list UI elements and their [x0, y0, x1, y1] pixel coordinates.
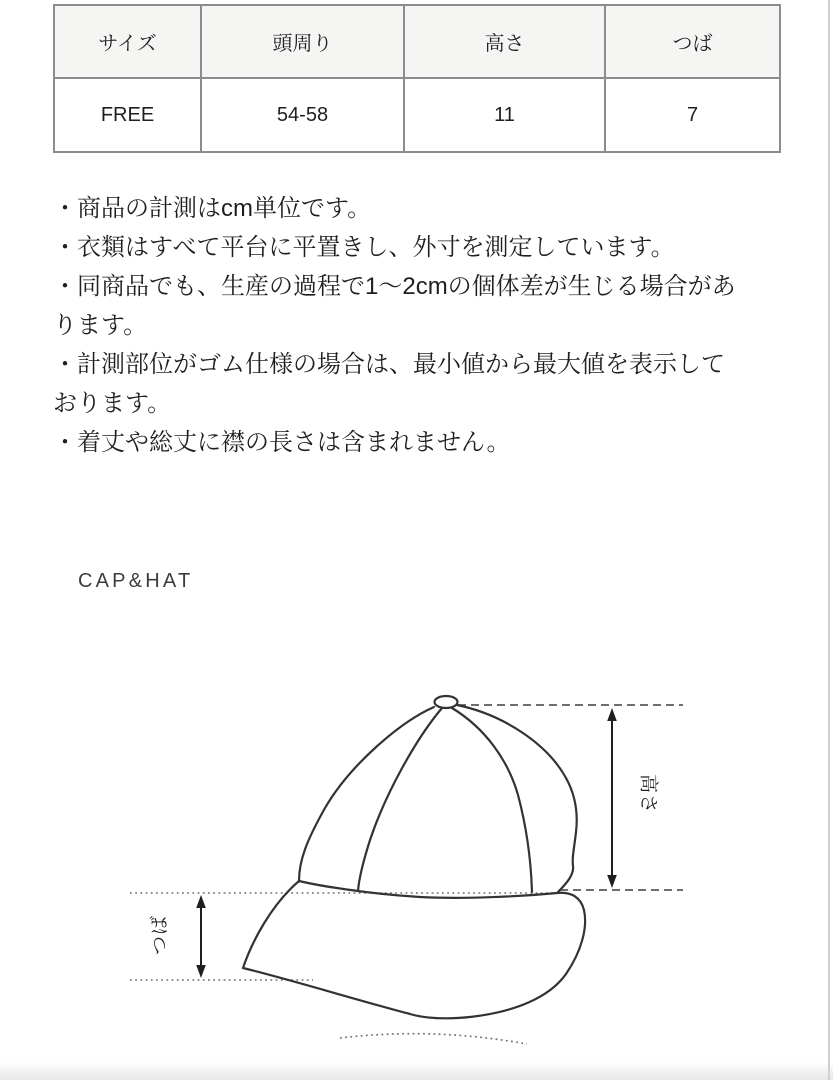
- note-line: ・商品の計測はcm単位です。: [53, 195, 372, 222]
- size-table-header-size: サイズ: [54, 5, 201, 78]
- height-arrow-bottom-head: [607, 875, 617, 888]
- height-arrow-top-head: [607, 708, 617, 721]
- cap-button: [435, 696, 458, 708]
- cap-right-edge: [457, 705, 577, 892]
- note-line: ・着丈や総丈に襟の長さは含まれません。: [53, 429, 511, 456]
- note-line: ります。: [53, 312, 148, 339]
- size-value: FREE: [54, 78, 201, 152]
- brim-arrow-top-head: [196, 895, 206, 908]
- brim-guides: [130, 893, 560, 980]
- cap-front-seam: [358, 708, 442, 891]
- note-line: おります。: [53, 390, 172, 417]
- size-table-header-height: 高さ: [404, 5, 605, 78]
- section-title: CAP&HAT: [78, 570, 194, 592]
- cap-side-seam: [452, 708, 532, 892]
- brim-arrow-bottom-head: [196, 965, 206, 978]
- brim-value: 7: [605, 78, 780, 152]
- page-edge-line: [828, 0, 830, 1080]
- height-value: 11: [404, 78, 605, 152]
- page-bottom-shade: [0, 1062, 833, 1080]
- cap-measurement-diagram: [0, 660, 833, 1080]
- measurement-notes: [53, 189, 736, 462]
- head-circumference-value: 54-58: [201, 78, 404, 152]
- size-table-header-row: [54, 5, 780, 78]
- cap-brim: [243, 881, 585, 1018]
- ground-shadow-arc: [340, 1034, 527, 1044]
- brim-label: つば: [149, 914, 171, 956]
- note-line: ・同商品でも、生産の過程で1〜2cmの個体差が生じる場合があ: [53, 273, 736, 300]
- size-table: [53, 4, 781, 153]
- size-table-header-head-circumference: 頭周り: [201, 5, 404, 78]
- size-table-header-brim: つば: [605, 5, 780, 78]
- size-table-row-free: [54, 78, 780, 152]
- height-label: 高さ: [637, 773, 659, 815]
- height-guides: [458, 705, 683, 890]
- note-line: ・計測部位がゴム仕様の場合は、最小値から最大値を表示して: [53, 351, 725, 378]
- cap-illustration: [243, 696, 585, 1018]
- note-line: ・衣類はすべて平台に平置きし、外寸を測定しています。: [53, 234, 675, 261]
